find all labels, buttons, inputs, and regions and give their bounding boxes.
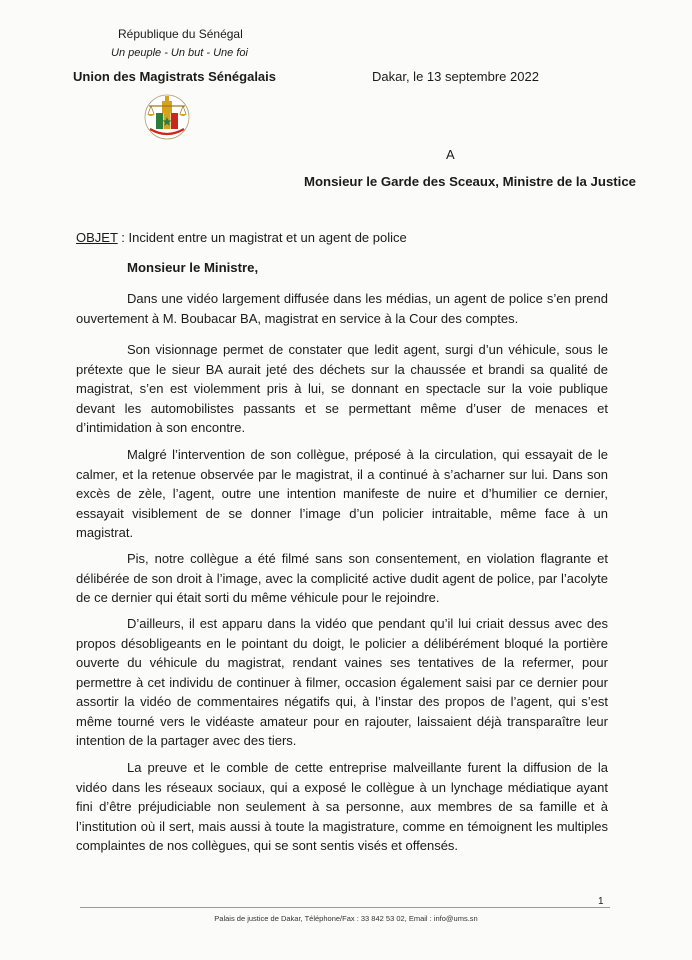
footer-divider — [80, 907, 610, 908]
subject-line — [76, 230, 407, 245]
subject-text: : Incident entre un magistrat et un agent de police — [117, 230, 407, 245]
recipient: Monsieur le Garde des Sceaux, Ministre de la Justice — [303, 174, 636, 189]
body-paragraph: La preuve et le comble de cette entreprise malveillante furent la diffusion de la vidéo dans les réseaux sociaux, qui a exposé le collègue à un lynchage médiatique ayant fini d’être préjudiciable non seulement à sa personne, aux membres de sa famille et à l’institution où il sert, mais aussi à toute la magistrature, comme en témoignent les multiples complaintes de nos collègues, qui se sont sentis visés et offensés. — [76, 760, 608, 853]
place-date: Dakar, le 13 septembre 2022 — [372, 69, 539, 84]
body-paragraph: Malgré l’intervention de son collègue, préposé à la circulation, qui essayait de le calmer, et la retenue observée par le magistrat, il a continué à s’acharner sur lui. Dans son excès de zèle, l’agent, outre une intention manifeste de nuire et d’humilier ce dernier, essayait visiblement de se donner l’image d’un policier intraitable, même face à un magistrat. — [76, 447, 608, 540]
addressee-prefix: A — [446, 147, 455, 162]
ums-emblem-icon — [139, 92, 195, 142]
national-motto: Un peuple - Un but - Une foi — [111, 47, 248, 59]
salutation: Monsieur le Ministre, — [127, 260, 259, 275]
body-paragraph: Dans une vidéo largement diffusée dans les médias, un agent de police s’en prend ouvertement à M. Boubacar BA, magistrat en service à la Cour des comptes. — [76, 291, 608, 326]
organization-name: Union des Magistrats Sénégalais — [73, 69, 277, 84]
footer-contact: Palais de justice de Dakar, Téléphone/Fax : 33 842 53 02, Email : info@ums.sn — [214, 914, 478, 923]
page-number: 1 — [598, 896, 604, 907]
body-paragraph: Son visionnage permet de constater que ledit agent, surgi d’un véhicule, sous le prétexte que le sieur BA aurait jeté des déchets sur la chaussée et brandi sa qualité de magistrat, s’en est violemment pris à lui, se donnant en spectacle sur la voie publique devant les automobilistes passants et se permettant même d’user de menaces et d’intimidation à son encontre. — [76, 342, 608, 435]
body-paragraph: Pis, notre collègue a été filmé sans son consentement, en violation flagrante et délibérée de son droit à l’image, avec la complicité active dudit agent de police, par l’acolyte de ce dernier qui était sorti du même véhicule pour le rejoindre. — [76, 551, 608, 605]
subject-label: OBJET — [76, 230, 118, 245]
republic-heading: République du Sénégal — [118, 27, 243, 41]
body-paragraph: D’ailleurs, il est apparu dans la vidéo que pendant qu’il lui criait dessus avec des propos désobligeants en le pointant du doigt, le policier a délibérément bloqué la portière ouverte du véhicule du magistrat, rendant vaines ses tentatives de la refermer, pour permettre à cet individu de continuer à filmer, occasion également saisi par ce dernier pour assortir la vidéo de commentaires négatifs qui, à l’instar des propos de l’agent, qui s’est même tourné vers le vidéaste amateur pour en rajouter, laissaient déjà transparaître leur intention de la partager avec des tiers. — [76, 616, 608, 748]
